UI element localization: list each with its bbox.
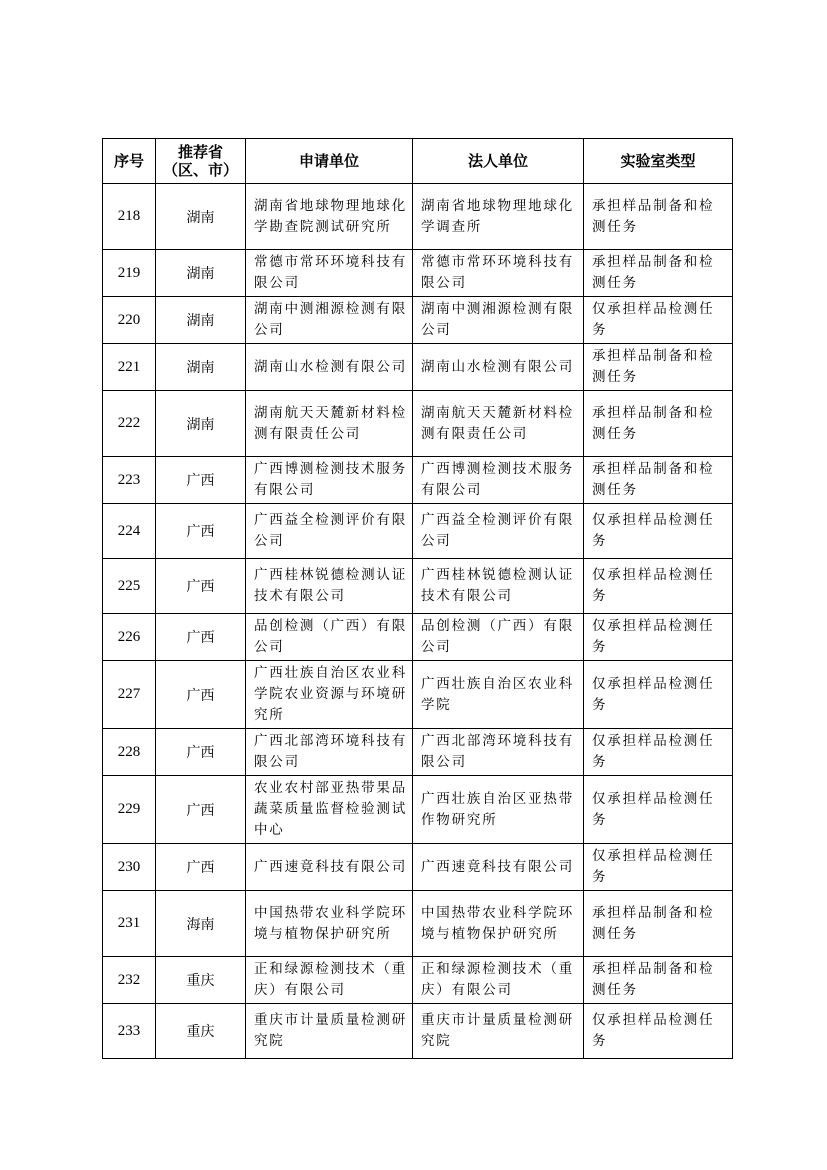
row-applicant-unit: 湖南中测湘源检测有限公司 (246, 297, 413, 344)
table-row (103, 891, 733, 957)
row-legal-entity: 湖南省地球物理地球化学调查所 (413, 184, 584, 250)
header-province-line2: （区、市） (162, 161, 238, 179)
row-province: 湖南 (156, 344, 246, 391)
row-province: 广西 (156, 559, 246, 614)
row-number: 227 (103, 661, 156, 729)
row-applicant-unit: 广西速竟科技有限公司 (246, 844, 413, 891)
table-row (103, 661, 733, 729)
row-lab-type: 仅承担样品检测任务 (584, 504, 733, 559)
row-applicant-unit: 广西桂林锐德检测认证技术有限公司 (246, 559, 413, 614)
table-row (103, 504, 733, 559)
row-number: 222 (103, 391, 156, 457)
row-legal-entity: 湖南中测湘源检测有限公司 (413, 297, 584, 344)
row-number: 224 (103, 504, 156, 559)
row-number: 231 (103, 891, 156, 957)
table-row (103, 297, 733, 344)
table-row (103, 457, 733, 504)
row-legal-entity: 广西壮族自治区农业科学院 (413, 661, 584, 729)
row-applicant-unit: 农业农村部亚热带果品蔬菜质量监督检验测试中心 (246, 776, 413, 844)
header-lab-type: 实验室类型 (584, 139, 733, 184)
row-lab-type: 承担样品制备和检测任务 (584, 250, 733, 297)
row-lab-type: 承担样品制备和检测任务 (584, 391, 733, 457)
row-lab-type: 承担样品制备和检测任务 (584, 957, 733, 1004)
header-legal-entity: 法人单位 (413, 139, 584, 184)
row-legal-entity: 湖南山水检测有限公司 (413, 344, 584, 391)
row-province: 湖南 (156, 297, 246, 344)
row-province: 湖南 (156, 391, 246, 457)
row-province: 重庆 (156, 957, 246, 1004)
table-row (103, 729, 733, 776)
header-province-line1: 推荐省 (177, 143, 223, 161)
row-lab-type: 仅承担样品检测任务 (584, 776, 733, 844)
row-applicant-unit: 湖南航天天麓新材料检测有限责任公司 (246, 391, 413, 457)
header-row (103, 139, 733, 184)
row-lab-type: 仅承担样品检测任务 (584, 1004, 733, 1059)
row-legal-entity: 广西桂林锐德检测认证技术有限公司 (413, 559, 584, 614)
row-province: 广西 (156, 776, 246, 844)
table-row (103, 957, 733, 1004)
row-province: 广西 (156, 661, 246, 729)
row-lab-type: 仅承担样品检测任务 (584, 559, 733, 614)
row-applicant-unit: 广西益全检测评价有限公司 (246, 504, 413, 559)
row-applicant-unit: 常德市常环环境科技有限公司 (246, 250, 413, 297)
row-lab-type: 仅承担样品检测任务 (584, 729, 733, 776)
row-number: 228 (103, 729, 156, 776)
row-province: 广西 (156, 844, 246, 891)
table-row (103, 184, 733, 250)
table-row (103, 1004, 733, 1059)
table-row (103, 344, 733, 391)
header-applicant: 申请单位 (246, 139, 413, 184)
row-legal-entity: 广西博测检测技术服务有限公司 (413, 457, 584, 504)
row-legal-entity: 品创检测（广西）有限公司 (413, 614, 584, 661)
row-number: 232 (103, 957, 156, 1004)
row-province: 重庆 (156, 1004, 246, 1059)
row-province: 广西 (156, 504, 246, 559)
row-legal-entity: 中国热带农业科学院环境与植物保护研究所 (413, 891, 584, 957)
header-seq: 序号 (103, 139, 156, 184)
table-row (103, 776, 733, 844)
row-legal-entity: 广西北部湾环境科技有限公司 (413, 729, 584, 776)
row-applicant-unit: 广西北部湾环境科技有限公司 (246, 729, 413, 776)
row-number: 223 (103, 457, 156, 504)
row-legal-entity: 正和绿源检测技术（重庆）有限公司 (413, 957, 584, 1004)
row-lab-type: 仅承担样品检测任务 (584, 297, 733, 344)
table-row (103, 250, 733, 297)
table-row (103, 391, 733, 457)
row-legal-entity: 常德市常环环境科技有限公司 (413, 250, 584, 297)
row-lab-type: 承担样品制备和检测任务 (584, 457, 733, 504)
row-applicant-unit: 湖南山水检测有限公司 (246, 344, 413, 391)
row-applicant-unit: 广西壮族自治区农业科学院农业资源与环境研究所 (246, 661, 413, 729)
row-province: 广西 (156, 457, 246, 504)
header-province (156, 139, 246, 184)
row-number: 229 (103, 776, 156, 844)
row-legal-entity: 重庆市计量质量检测研究院 (413, 1004, 584, 1059)
row-lab-type: 仅承担样品检测任务 (584, 844, 733, 891)
row-province: 广西 (156, 729, 246, 776)
row-lab-type: 承担样品制备和检测任务 (584, 344, 733, 391)
table-row (103, 614, 733, 661)
row-lab-type: 仅承担样品检测任务 (584, 614, 733, 661)
row-lab-type: 承担样品制备和检测任务 (584, 184, 733, 250)
row-number: 233 (103, 1004, 156, 1059)
row-applicant-unit: 品创检测（广西）有限公司 (246, 614, 413, 661)
row-number: 230 (103, 844, 156, 891)
row-applicant-unit: 湖南省地球物理地球化学勘查院测试研究所 (246, 184, 413, 250)
row-applicant-unit: 重庆市计量质量检测研究院 (246, 1004, 413, 1059)
row-number: 218 (103, 184, 156, 250)
row-legal-entity: 湖南航天天麓新材料检测有限责任公司 (413, 391, 584, 457)
row-province: 广西 (156, 614, 246, 661)
row-legal-entity: 广西益全检测评价有限公司 (413, 504, 584, 559)
row-legal-entity: 广西壮族自治区亚热带作物研究所 (413, 776, 584, 844)
table-row (103, 844, 733, 891)
row-province: 湖南 (156, 250, 246, 297)
row-applicant-unit: 中国热带农业科学院环境与植物保护研究所 (246, 891, 413, 957)
row-number: 219 (103, 250, 156, 297)
row-applicant-unit: 广西博测检测技术服务有限公司 (246, 457, 413, 504)
table-row (103, 559, 733, 614)
row-number: 220 (103, 297, 156, 344)
row-province: 海南 (156, 891, 246, 957)
row-legal-entity: 广西速竟科技有限公司 (413, 844, 584, 891)
row-number: 226 (103, 614, 156, 661)
row-number: 221 (103, 344, 156, 391)
row-number: 225 (103, 559, 156, 614)
row-lab-type: 仅承担样品检测任务 (584, 661, 733, 729)
row-lab-type: 承担样品制备和检测任务 (584, 891, 733, 957)
row-applicant-unit: 正和绿源检测技术（重庆）有限公司 (246, 957, 413, 1004)
lab-list-table (102, 138, 733, 1059)
row-province: 湖南 (156, 184, 246, 250)
